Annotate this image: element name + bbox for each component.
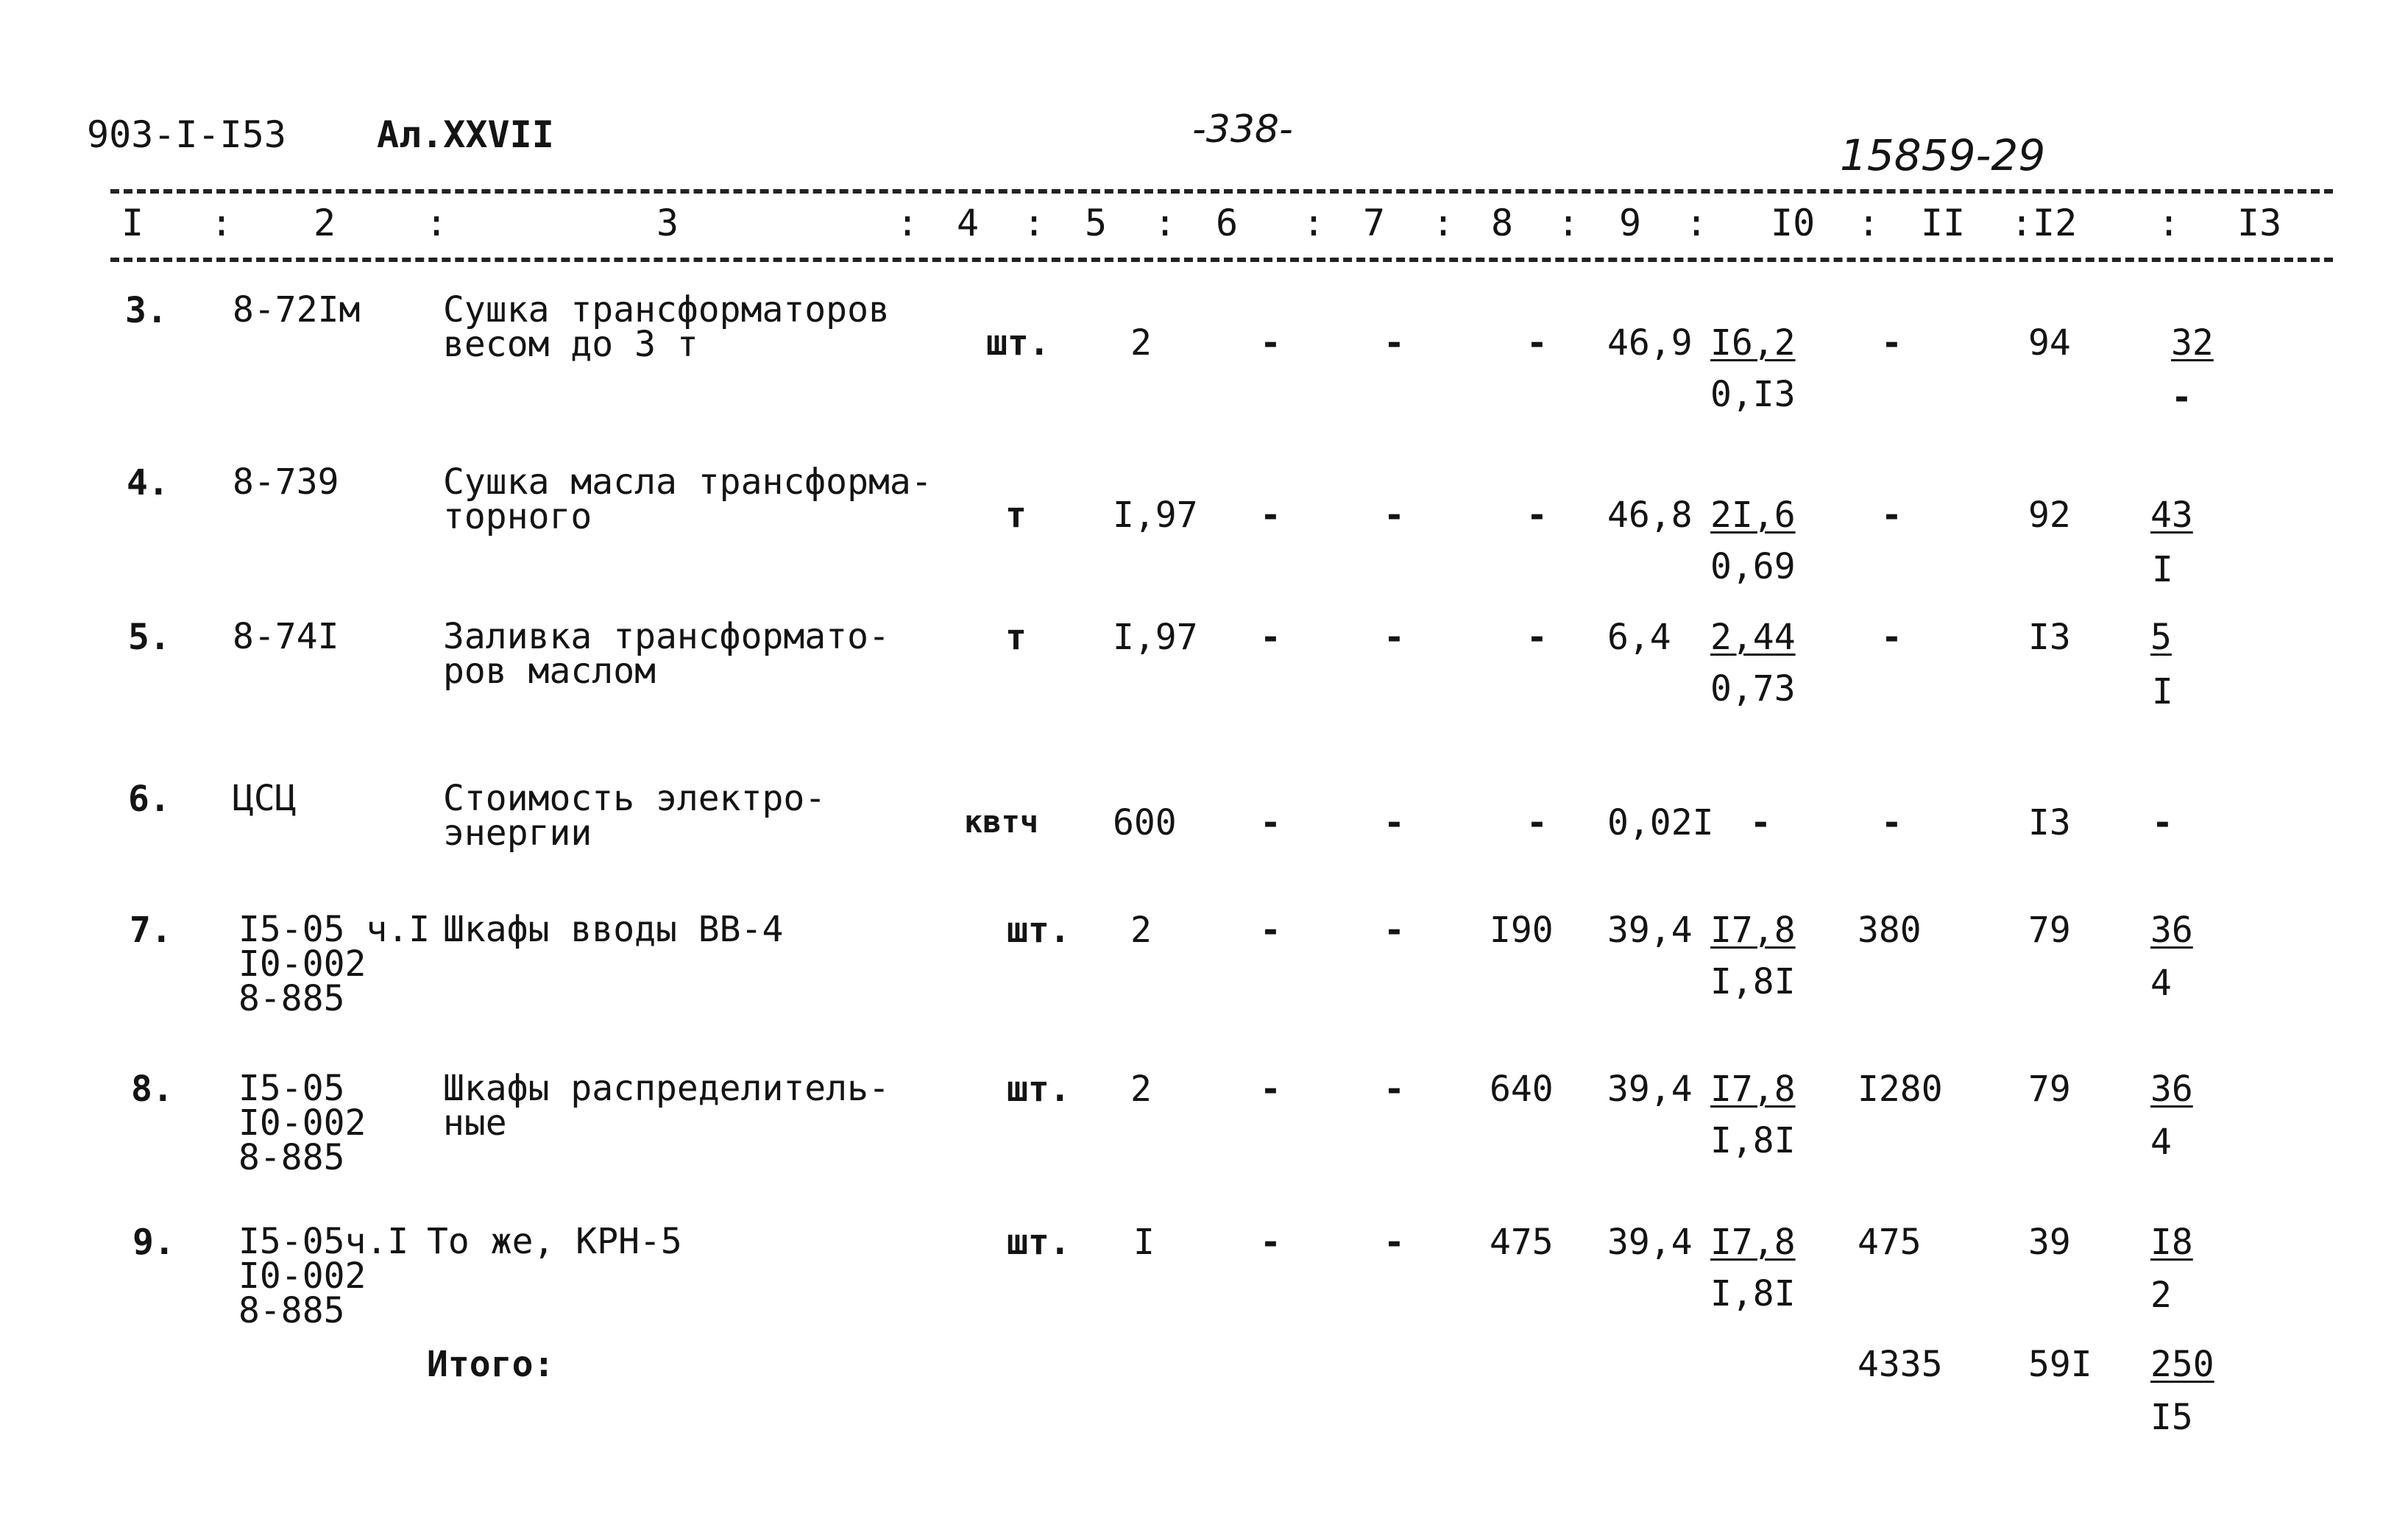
- quantity: I,97: [1113, 495, 1198, 536]
- column-separator: :: [1023, 202, 1046, 244]
- col6-value: -: [1260, 802, 1281, 843]
- quantity: I,97: [1113, 617, 1198, 658]
- col8-value: 640: [1490, 1069, 1554, 1110]
- column-header: I2: [2033, 202, 2078, 244]
- work-description: Шкафы вводы ВВ-4: [443, 909, 784, 950]
- work-description: Шкафы распределитель- ные: [443, 1068, 890, 1144]
- col8-value: -: [1526, 802, 1548, 843]
- col13-numerator: 36: [2150, 910, 2193, 951]
- unit: шт.: [1007, 1222, 1071, 1263]
- col7-value: -: [1384, 802, 1405, 843]
- col7-value: -: [1384, 322, 1405, 364]
- work-description: То же, КРН-5: [427, 1221, 682, 1262]
- row-number: 3.: [125, 290, 168, 331]
- column-header: 3: [656, 202, 679, 244]
- col12-value: 94: [2028, 322, 2071, 364]
- col10-numerator: I7,8: [1710, 1222, 1796, 1263]
- document-code: 903-I-I53: [87, 113, 286, 156]
- quantity: 2: [1130, 322, 1152, 364]
- row-number: 5.: [128, 617, 171, 658]
- total-col12: 59I: [2028, 1344, 2092, 1385]
- col11-value: 475: [1858, 1222, 1922, 1263]
- column-header: 6: [1216, 202, 1239, 244]
- column-header: 5: [1085, 202, 1108, 244]
- col9-value: 39,4: [1607, 1069, 1693, 1110]
- col13-denominator: 2: [2150, 1275, 2172, 1316]
- col13-numerator: 5: [2150, 617, 2172, 658]
- column-separator: :: [425, 202, 448, 244]
- col6-value: -: [1260, 1069, 1281, 1110]
- col10-numerator: 2I,6: [1710, 495, 1796, 536]
- col12-value: I3: [2028, 802, 2071, 843]
- col13-numerator: I8: [2150, 1222, 2193, 1263]
- col9-value: 0,02I: [1607, 802, 1714, 843]
- col11-value: -: [1881, 322, 1902, 364]
- col13-numerator: 32: [2171, 322, 2214, 364]
- col13-numerator: 43: [2150, 495, 2193, 536]
- total-label: Итого:: [427, 1344, 555, 1385]
- col6-value: -: [1260, 910, 1281, 951]
- col10-numerator: I7,8: [1710, 910, 1796, 951]
- col12-value: I3: [2028, 617, 2071, 658]
- col11-value: I280: [1858, 1069, 1943, 1110]
- row-number: 8.: [131, 1069, 174, 1110]
- album-number: Ал.XXVII: [377, 113, 554, 156]
- handwritten-note: 15859-29: [1840, 130, 2046, 180]
- column-separator: :: [896, 202, 919, 244]
- work-description: Сушка трансформаторов весом до 3 т: [443, 289, 890, 365]
- row-number: 6.: [128, 779, 171, 820]
- col12-value: 79: [2028, 910, 2071, 951]
- col11-value: -: [1881, 495, 1902, 536]
- col13-denominator: I: [2152, 549, 2173, 590]
- col12-value: 79: [2028, 1069, 2071, 1110]
- col9-value: 39,4: [1607, 1222, 1693, 1263]
- col8-value: -: [1526, 322, 1548, 364]
- unit: т: [1005, 617, 1027, 658]
- col13-numerator: 36: [2150, 1069, 2193, 1110]
- rate-code: I5-05ч.I I0-002 8-885: [238, 1221, 409, 1331]
- quantity: 2: [1130, 1069, 1152, 1110]
- header-bottom-rule: [110, 258, 2333, 262]
- col10-denominator: I,8I: [1710, 1273, 1796, 1314]
- col7-value: -: [1384, 910, 1405, 951]
- col6-value: -: [1260, 495, 1281, 536]
- column-header: 2: [314, 202, 336, 244]
- total-col13-numerator: 250: [2150, 1344, 2214, 1385]
- col10-denominator: 0,69: [1710, 546, 1796, 587]
- col13-denominator: -: [2171, 377, 2192, 418]
- col8-value: -: [1526, 495, 1548, 536]
- col9-value: 39,4: [1607, 910, 1693, 951]
- work-description: Заливка трансформато- ров маслом: [443, 616, 890, 692]
- col7-value: -: [1384, 495, 1405, 536]
- column-header: 7: [1363, 202, 1386, 244]
- col10-denominator: I,8I: [1710, 961, 1796, 1002]
- col7-value: -: [1384, 1222, 1405, 1263]
- col8-value: -: [1526, 617, 1548, 658]
- work-description: Сушка масла трансформа- торного: [443, 461, 932, 537]
- column-separator: :: [1557, 202, 1580, 244]
- rate-code: 8-739: [233, 461, 339, 503]
- col13-denominator: I: [2152, 671, 2173, 712]
- work-description: Стоимость электро- энергии: [443, 778, 826, 854]
- column-header: 8: [1491, 202, 1514, 244]
- col13-value: -: [2152, 802, 2173, 843]
- col9-value: 46,8: [1607, 495, 1693, 536]
- quantity: I: [1133, 1222, 1155, 1263]
- col13-denominator: 4: [2150, 963, 2172, 1004]
- page-number: -338-: [1192, 107, 1293, 152]
- unit: шт.: [1007, 910, 1071, 951]
- column-header: 4: [957, 202, 980, 244]
- col8-value: I90: [1490, 910, 1554, 951]
- rate-code: ЦСЦ: [233, 778, 297, 819]
- col13-denominator: 4: [2150, 1122, 2172, 1163]
- col9-value: 46,9: [1607, 322, 1693, 364]
- column-separator: :: [1432, 202, 1455, 244]
- row-number: 7.: [130, 910, 172, 951]
- column-separator: :: [1685, 202, 1708, 244]
- column-header: 9: [1619, 202, 1642, 244]
- column-separator: :: [1303, 202, 1325, 244]
- col7-value: -: [1384, 617, 1405, 658]
- unit: т: [1005, 495, 1027, 536]
- col7-value: -: [1384, 1069, 1405, 1110]
- column-header: I0: [1771, 202, 1816, 244]
- total-col11: 4335: [1858, 1344, 1943, 1385]
- col10-numerator: I7,8: [1710, 1069, 1796, 1110]
- rate-code: 8-72Iм: [233, 289, 361, 330]
- col12-value: 92: [2028, 495, 2071, 536]
- col10-value: -: [1750, 802, 1771, 843]
- rate-code: I5-05 I0-002 8-885: [238, 1068, 366, 1178]
- col6-value: -: [1260, 1222, 1281, 1263]
- column-header: I: [121, 202, 144, 244]
- column-separator: :: [2011, 202, 2033, 244]
- rate-code: I5-05 ч.I I0-002 8-885: [238, 909, 431, 1019]
- col11-value: -: [1881, 617, 1902, 658]
- col11-value: -: [1881, 802, 1902, 843]
- rate-code: 8-74I: [233, 616, 339, 657]
- header-top-rule: [110, 189, 2333, 194]
- row-number: 4.: [127, 462, 169, 503]
- total-col13-denominator: I5: [2150, 1397, 2193, 1438]
- col6-value: -: [1260, 322, 1281, 364]
- col10-numerator: I6,2: [1710, 322, 1796, 364]
- column-separator: :: [210, 202, 233, 244]
- col10-denominator: 0,73: [1710, 668, 1796, 709]
- unit: квтч: [964, 804, 1039, 840]
- col10-numerator: 2,44: [1710, 617, 1796, 658]
- unit: шт.: [1007, 1069, 1071, 1110]
- col12-value: 39: [2028, 1222, 2071, 1263]
- unit: шт.: [986, 322, 1050, 364]
- column-header: II: [1921, 202, 1966, 244]
- col11-value: 380: [1858, 910, 1922, 951]
- column-separator: :: [2158, 202, 2181, 244]
- col10-denominator: 0,I3: [1710, 374, 1796, 415]
- col9-value: 6,4: [1607, 617, 1671, 658]
- col10-denominator: I,8I: [1710, 1120, 1796, 1161]
- column-separator: :: [1858, 202, 1880, 244]
- quantity: 2: [1130, 910, 1152, 951]
- col8-value: 475: [1490, 1222, 1554, 1263]
- row-number: 9.: [132, 1222, 175, 1263]
- column-separator: :: [1154, 202, 1177, 244]
- column-header: I3: [2237, 202, 2282, 244]
- quantity: 600: [1113, 802, 1177, 843]
- col6-value: -: [1260, 617, 1281, 658]
